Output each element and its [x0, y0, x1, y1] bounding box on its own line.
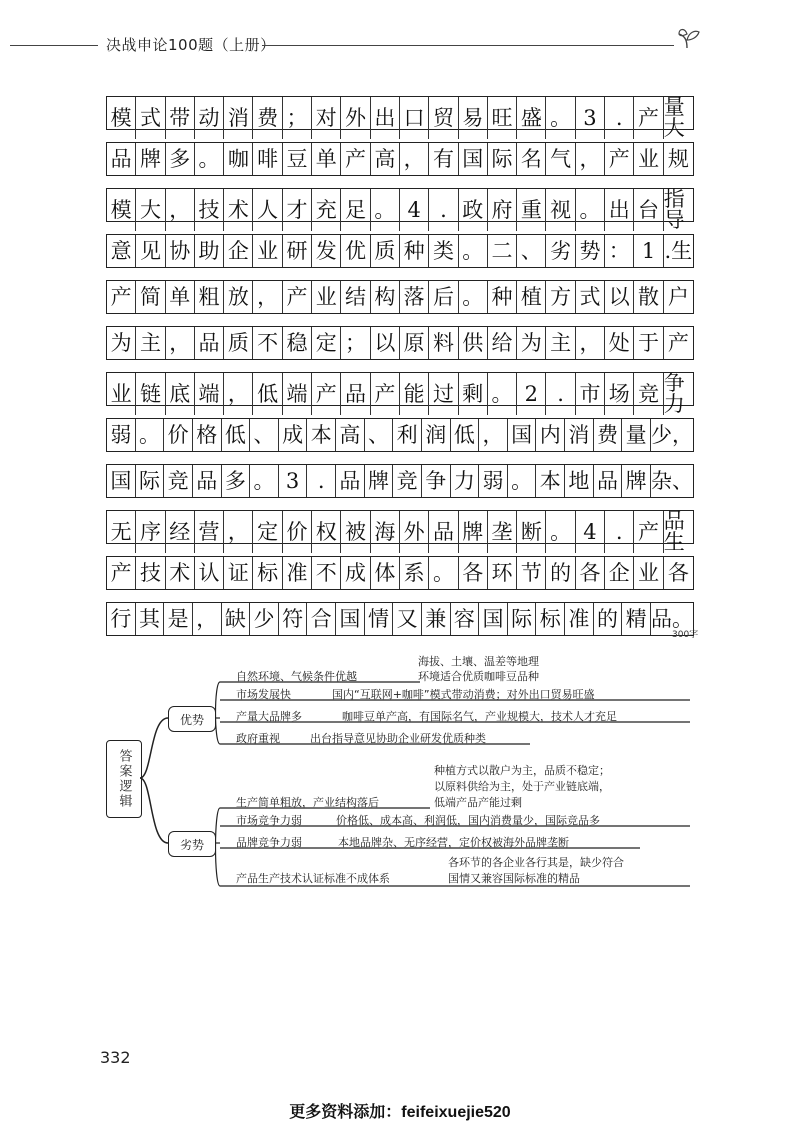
grid-cell: 规: [667, 146, 689, 171]
grid-cell: 无: [107, 511, 136, 553]
grid-row: [106, 509, 694, 554]
disadvantage-node: 劣势: [168, 831, 216, 857]
grid-cell: 豆: [283, 143, 312, 175]
grid-cell: 品: [336, 465, 365, 497]
grid-cell: 利: [393, 419, 422, 451]
grid-cell: 以: [605, 281, 634, 313]
grid-row: [106, 418, 694, 452]
page-number: 332: [100, 1048, 131, 1067]
grid-cell: 地: [565, 465, 594, 497]
grid-cell: 牌: [459, 511, 488, 553]
grid-cell: 单: [166, 281, 195, 313]
word-count: 300字: [672, 630, 699, 640]
grid-cell: ，: [253, 281, 282, 313]
grid-cell: 行: [107, 603, 136, 635]
grid-cell: 产: [605, 143, 634, 175]
grid-cell: .: [429, 189, 458, 231]
grid-cell: 处: [605, 327, 634, 359]
grid-cell: 种: [488, 281, 517, 313]
grid-cell: 消: [224, 97, 253, 139]
grid-cell: 企: [605, 557, 634, 589]
grid-cell: 牌: [622, 465, 651, 497]
grid-cell: 不: [253, 327, 282, 359]
grid-cell: 市: [576, 373, 605, 415]
grid-cells: [106, 95, 694, 140]
grid-cell: 视: [546, 189, 575, 231]
grid-cell: ，: [224, 511, 253, 553]
grid-cell: 又: [393, 603, 422, 635]
grid-cell: 政: [459, 189, 488, 231]
grid-cell: 链: [136, 373, 165, 415]
grid-cell: 。: [576, 189, 605, 231]
grid-cell: 模: [107, 189, 136, 231]
grid-cell: 为: [107, 327, 136, 359]
grid-cell: 。: [546, 511, 575, 553]
grid-cell: 模: [107, 97, 136, 139]
grid-cell: .: [307, 465, 336, 497]
grid-cell: 品: [594, 465, 623, 497]
grid-cell: 为: [517, 327, 546, 359]
grid-cell: 单: [312, 143, 341, 175]
grid-cell: 过: [429, 373, 458, 415]
grid-cell: 多: [222, 465, 251, 497]
grid-cell: 的: [546, 557, 575, 589]
grid-cell: 准: [283, 557, 312, 589]
grid-cell: 竞: [393, 465, 422, 497]
grid-cell: 权: [312, 511, 341, 553]
grid-cell: 出: [371, 97, 400, 139]
grid-cell: 气: [546, 143, 575, 175]
grid-cell: 3: [576, 97, 605, 139]
grid-cells: [106, 187, 694, 232]
dis-detail-2: 价格低、成本高、利润低，国内消费量少，国际竞品多: [336, 814, 600, 827]
grid-cell: 人: [253, 189, 282, 231]
grid-cell: 供: [459, 327, 488, 359]
grid-cell: 端: [195, 373, 224, 415]
grid-cells: [106, 234, 694, 268]
grid-cell: 本: [307, 419, 336, 451]
grid-row: [106, 556, 694, 590]
grid-cell: 被: [341, 511, 370, 553]
dis-detail-1b: 以原料供给为主，处于产业链底端，: [434, 780, 610, 793]
grid-cell: 发: [312, 235, 341, 267]
grid-cell: 质: [371, 235, 400, 267]
header-rule-left: [10, 45, 98, 46]
grid-cell: 优: [341, 235, 370, 267]
grid-cell: 品: [195, 327, 224, 359]
grid-cell: 于: [634, 327, 663, 359]
grid-cell: 品: [193, 465, 222, 497]
grid-cell: 盛: [517, 97, 546, 139]
grid-cell: 费: [253, 97, 282, 139]
grid-cell: 本: [536, 465, 565, 497]
grid-cell: 符: [279, 603, 308, 635]
header-rule-right: [262, 45, 674, 46]
grid-cell: 业: [253, 235, 282, 267]
grid-cell: 产: [371, 373, 400, 415]
grid-cell: .生: [664, 238, 693, 263]
grid-row: [106, 326, 694, 360]
grid-cell: 内: [536, 419, 565, 451]
grid-cell: 劣: [546, 235, 575, 267]
grid-cell: 精: [622, 603, 651, 635]
grid-row: [106, 234, 694, 268]
dis-topic-3: 品牌竞争力弱: [236, 836, 302, 849]
grid-cell: 业: [634, 557, 663, 589]
grid-cell: 剩: [459, 373, 488, 415]
grid-cell: 品生: [663, 509, 685, 554]
grid-cell: 户: [667, 284, 689, 309]
grid-cell: 重: [517, 189, 546, 231]
grid-cell: ，: [576, 143, 605, 175]
dis-topic-4: 产品生产技术认证标准不成体系: [236, 872, 390, 885]
grid-cell: 争: [422, 465, 451, 497]
grid-cell: 助: [195, 235, 224, 267]
grid-cell: 才: [283, 189, 312, 231]
grid-cell: 稳: [283, 327, 312, 359]
adv-topic-4: 政府重视: [236, 732, 280, 745]
grid-cell: 指导: [663, 187, 685, 232]
grid-cell: ，: [400, 143, 429, 175]
grid-cell: 品: [341, 373, 370, 415]
grid-cell: 落: [400, 281, 429, 313]
grid-cell: 后: [429, 281, 458, 313]
dis-detail-4a: 各环节的各企业各行其是，缺少符合: [448, 856, 624, 869]
grid-cell: 海: [371, 511, 400, 553]
grid-cell: 品。: [650, 606, 693, 631]
grid-cell: 标: [253, 557, 282, 589]
grid-cell: 协: [166, 235, 195, 267]
grid-cell: 料: [429, 327, 458, 359]
book-title: 决战申论100题（上册）: [106, 36, 276, 54]
grid-cell: 竞: [634, 373, 663, 415]
grid-cell: ，: [166, 327, 195, 359]
dis-detail-4b: 国情又兼容国际标准的精品: [448, 872, 580, 885]
grid-cell: 场: [605, 373, 634, 415]
grid-cell: 啡: [253, 143, 282, 175]
grid-cell: 体: [371, 557, 400, 589]
grid-row: [106, 95, 694, 140]
grid-cell: 际: [508, 603, 537, 635]
grid-cell: ，: [576, 327, 605, 359]
grid-cells: [106, 509, 694, 554]
grid-cell: 国: [459, 143, 488, 175]
grid-row: [106, 280, 694, 314]
grid-cell: 是: [164, 603, 193, 635]
dis-topic-1: 生产简单粗放，产业结构落后: [236, 796, 379, 809]
grid-cell: 主: [546, 327, 575, 359]
grid-cell: 主: [136, 327, 165, 359]
grid-cell: 断: [517, 511, 546, 553]
grid-cell: .: [546, 373, 575, 415]
grid-cell: 费: [594, 419, 623, 451]
grid-row: [106, 187, 694, 232]
grid-cell: 类: [429, 235, 458, 267]
grid-cell: 咖: [224, 143, 253, 175]
adv-detail-3: 咖啡豆单产高，有国际名气，产业规模大，技术人才充足: [342, 710, 617, 723]
grid-cell: 4: [400, 189, 429, 231]
grid-cell: 、: [250, 419, 279, 451]
grid-cell: 少: [250, 603, 279, 635]
grid-cell: 杂、: [650, 468, 693, 493]
mindmap-root: 答案逻辑: [106, 740, 142, 818]
grid-cell: 牌: [365, 465, 394, 497]
grid-cell: 。: [488, 373, 517, 415]
grid-cell: ，: [193, 603, 222, 635]
grid-cell: 产: [634, 511, 663, 553]
grid-cell: 易: [459, 97, 488, 139]
grid-cell: 术: [166, 557, 195, 589]
grid-cell: ：: [605, 235, 634, 267]
grid-cells: [106, 326, 694, 360]
grid-cell: 。: [508, 465, 537, 497]
grid-cell: 势: [576, 235, 605, 267]
grid-cell: 。: [459, 281, 488, 313]
grid-cell: 大: [136, 189, 165, 231]
grid-cell: 。: [546, 97, 575, 139]
grid-cell: 际: [136, 465, 165, 497]
grid-cell: 产: [107, 557, 136, 589]
grid-cell: 国: [336, 603, 365, 635]
grid-cell: ；: [283, 97, 312, 139]
adv-detail-1a: 海拔、土壤、温差等地理: [418, 655, 539, 668]
grid-cell: 价: [164, 419, 193, 451]
grid-cell: 质: [224, 327, 253, 359]
grid-cell: 企: [224, 235, 253, 267]
grid-cell: 给: [488, 327, 517, 359]
grid-cell: 原: [400, 327, 429, 359]
grid-cell: 产: [283, 281, 312, 313]
grid-row: [106, 371, 694, 416]
grid-cell: 式: [576, 281, 605, 313]
grid-cell: 台: [634, 189, 663, 231]
grid-cell: 价: [283, 511, 312, 553]
grid-cells: [106, 602, 694, 636]
grid-cell: 消: [565, 419, 594, 451]
grid-cells: [106, 142, 694, 176]
grid-cell: 外: [341, 97, 370, 139]
grid-row: [106, 142, 694, 176]
grid-cell: 情: [365, 603, 394, 635]
grid-cell: 、: [517, 235, 546, 267]
answer-logic-mindmap: [0, 640, 800, 900]
grid-cell: 高: [371, 143, 400, 175]
grid-cell: 业: [312, 281, 341, 313]
grid-cell: 国: [479, 603, 508, 635]
adv-detail-2: 国内“互联网+咖啡”模式带动消费；对外出口贸易旺盛: [332, 688, 595, 701]
grid-cell: 的: [594, 603, 623, 635]
grid-cell: .: [605, 97, 634, 139]
grid-cell: 各: [576, 557, 605, 589]
grid-cell: 品: [107, 143, 136, 175]
grid-cell: 足: [341, 189, 370, 231]
grid-cell: 放: [224, 281, 253, 313]
adv-topic-2: 市场发展快: [236, 688, 291, 701]
grid-cell: 国: [107, 465, 136, 497]
grid-cell: 容: [451, 603, 480, 635]
footer-note: 更多资料添加：feifeixuejie520: [289, 1104, 511, 1121]
grid-cells: [106, 418, 694, 452]
grid-cell: 口: [400, 97, 429, 139]
grid-cell: 二: [488, 235, 517, 267]
grid-cell: 格: [193, 419, 222, 451]
grid-cell: 种: [400, 235, 429, 267]
grid-cell: 1: [634, 235, 663, 267]
grid-cell: 量大: [663, 95, 685, 140]
grid-cell: 意: [107, 235, 136, 267]
grid-cell: 端: [283, 373, 312, 415]
adv-detail-4: 出台指导意见协助企业研发优质种类: [310, 732, 486, 745]
grid-cell: 成: [279, 419, 308, 451]
grid-cell: 节: [517, 557, 546, 589]
grid-cell: 研: [283, 235, 312, 267]
grid-row: [106, 602, 694, 636]
grid-cell: 不: [312, 557, 341, 589]
grid-cell: 动: [195, 97, 224, 139]
grid-cell: 产: [107, 281, 136, 313]
grid-cell: 成: [341, 557, 370, 589]
grid-cell: 国: [508, 419, 537, 451]
grid-cell: 简: [136, 281, 165, 313]
grid-cell: 定: [312, 327, 341, 359]
grid-cell: 粗: [195, 281, 224, 313]
grid-cell: 标: [536, 603, 565, 635]
grid-cell: 缺: [222, 603, 251, 635]
grid-cell: 多: [166, 143, 195, 175]
grid-cell: ，: [166, 189, 195, 231]
grid-cell: .: [605, 511, 634, 553]
grid-cell: 定: [253, 511, 282, 553]
grid-cell: 际: [488, 143, 517, 175]
grid-cell: 底: [166, 373, 195, 415]
grid-cell: 经: [166, 511, 195, 553]
grid-cell: 以: [371, 327, 400, 359]
grid-cell: 3: [279, 465, 308, 497]
grid-cell: 出: [605, 189, 634, 231]
adv-topic-3: 产量大品牌多: [236, 710, 302, 723]
grid-cell: 技: [136, 557, 165, 589]
dis-detail-1c: 低端产品产能过剩: [434, 796, 522, 809]
grid-cells: [106, 280, 694, 314]
grid-cell: 低: [253, 373, 282, 415]
grid-cell: 对: [312, 97, 341, 139]
grid-cell: 准: [565, 603, 594, 635]
dis-topic-2: 市场竞争力弱: [236, 814, 302, 827]
grid-cell: 散: [634, 281, 663, 313]
grid-cell: 外: [400, 511, 429, 553]
grid-cell: 旺: [488, 97, 517, 139]
grid-cell: 低: [451, 419, 480, 451]
grid-cell: 、: [365, 419, 394, 451]
grid-cell: 少，: [650, 422, 693, 447]
grid-cell: 高: [336, 419, 365, 451]
grid-cell: 业: [107, 373, 136, 415]
grid-cell: 低: [222, 419, 251, 451]
grid-cell: 认: [195, 557, 224, 589]
grid-cell: 。: [429, 557, 458, 589]
grid-cell: 4: [576, 511, 605, 553]
grid-cell: 。: [195, 143, 224, 175]
grid-cell: 各: [667, 560, 689, 585]
grid-cell: 争力: [663, 371, 685, 416]
grid-cell: ；: [341, 327, 370, 359]
grid-cell: 证: [224, 557, 253, 589]
grid-cell: 能: [400, 373, 429, 415]
grid-cell: 产: [341, 143, 370, 175]
grid-cell: 式: [136, 97, 165, 139]
answer-grid: [106, 96, 694, 648]
grid-cell: 力: [451, 465, 480, 497]
grid-cell: 营: [195, 511, 224, 553]
grid-cell: 技: [195, 189, 224, 231]
grid-cell: ，: [224, 373, 253, 415]
grid-cell: 牌: [136, 143, 165, 175]
grid-cell: 带: [166, 97, 195, 139]
page-header: [0, 0, 800, 70]
advantage-node: 优势: [168, 706, 216, 732]
adv-detail-1b: 环境适合优质咖啡豆品种: [418, 670, 539, 683]
grid-cell: 各: [459, 557, 488, 589]
grid-cell: ，: [479, 419, 508, 451]
grid-cell: 弱: [107, 419, 136, 451]
grid-cell: 其: [136, 603, 165, 635]
grid-cell: 量: [622, 419, 651, 451]
grid-cell: 见: [136, 235, 165, 267]
grid-cell: 产: [667, 330, 689, 355]
grid-cell: 有: [429, 143, 458, 175]
grid-cell: 府: [488, 189, 517, 231]
grid-cell: 植: [517, 281, 546, 313]
grid-cell: 竞: [164, 465, 193, 497]
grid-cell: 。: [250, 465, 279, 497]
grid-cells: [106, 464, 694, 498]
grid-cell: 术: [224, 189, 253, 231]
grid-cells: [106, 556, 694, 590]
grid-cell: 序: [136, 511, 165, 553]
grid-cell: 产: [634, 97, 663, 139]
grid-cell: 产: [312, 373, 341, 415]
grid-cell: 结: [341, 281, 370, 313]
grid-cells: [106, 371, 694, 416]
sprout-icon: [675, 24, 701, 50]
grid-cell: 环: [488, 557, 517, 589]
grid-cell: 。: [459, 235, 488, 267]
dis-detail-3: 本地品牌杂、无序经营，定价权被海外品牌垄断: [338, 836, 569, 849]
grid-cell: 合: [307, 603, 336, 635]
grid-cell: 方: [546, 281, 575, 313]
grid-cell: 。: [371, 189, 400, 231]
grid-cell: 弱: [479, 465, 508, 497]
grid-cell: 垄: [488, 511, 517, 553]
grid-cell: 充: [312, 189, 341, 231]
grid-cell: 名: [517, 143, 546, 175]
grid-cell: 。: [136, 419, 165, 451]
grid-cell: 润: [422, 419, 451, 451]
grid-cell: 业: [634, 143, 663, 175]
grid-row: [106, 464, 694, 498]
grid-cell: 2: [517, 373, 546, 415]
grid-cell: 品: [429, 511, 458, 553]
grid-cell: 系: [400, 557, 429, 589]
grid-cell: 贸: [429, 97, 458, 139]
dis-detail-1a: 种植方式以散户为主，品质不稳定；: [434, 764, 610, 777]
grid-cell: 构: [371, 281, 400, 313]
adv-topic-1: 自然环境、气候条件优越: [236, 670, 357, 683]
grid-cell: 兼: [422, 603, 451, 635]
